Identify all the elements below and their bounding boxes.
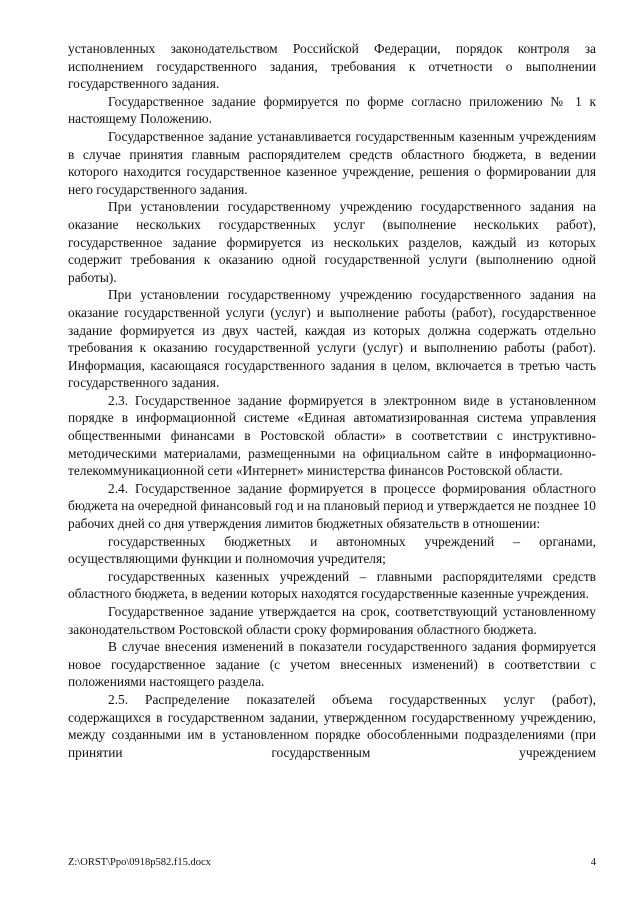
paragraph-term: Государственное задание утверждается на срок, соответствующий установленному законодательством Ростовской области сроку формирования областного бюджета. xyxy=(68,604,596,637)
paragraph-3: Государственное задание устанавливается государственным казенным учреждениям в случае принятия главным распорядителем средств областного бюджета, в ведении которого находится государственное казенное учреждение, решения о формировании для него государственного задания. xyxy=(68,128,596,197)
paragraph-2: Государственное задание формируется по форме согласно приложению № 1 к настоящему Положению. xyxy=(68,93,596,127)
paragraph-5: При установлении государственному учреждению государственного задания на оказание государственной услуги (услуг) и выполнение работы (работ), государственное задание формируется из двух частей, каждая из которых должна содержать отдельно требования к оказанию государственной услуги (услуг) и выполнению работы (работ). Информация, касающаяся государственного задания в целом, включается в третью часть государственного задания. xyxy=(68,287,596,391)
paragraph-list-item-2: государственных казенных учреждений – главными распорядителями средств областного бюджета, в ведении которых находятся государственные казенные учреждения. xyxy=(68,568,596,602)
paragraph-4: При установлении государственному учреждению государственного задания на оказание нескольких государственных услуг (выполнение нескольких работ), государственное задание формируется из нескольких разделов, каждый из которых содержит требования к оказанию одной государственной услуги (выполнению одной работы). xyxy=(68,199,596,285)
paragraph-section-2-4: 2.4. Государственное задание формируется в процессе формирования областного бюджета на очередной финансовый год и на плановый период и утверждается не позднее 10 рабочих дней со дня утверждения лимитов бюджетных обязательств в отношении: xyxy=(68,480,596,532)
footer-file-path: Z:\ORST\Ppo\0918p582.f15.docx xyxy=(68,857,211,868)
footer-page-number: 4 xyxy=(590,857,596,868)
paragraph-section-2-5: 2.5. Распределение показателей объема государственных услуг (работ), содержащихся в государственном задании, утвержденном государственному учреждению, между созданными им в установленном порядке обособленными подразделениями (при принятии государственным учреждением xyxy=(68,691,596,760)
paragraph-changes: В случае внесения изменений в показатели государственного задания формируется новое государственное задание (с учетом внесенных изменений) в соответствии с положениями настоящего раздела. xyxy=(68,639,596,690)
paragraph-1: установленных законодательством Российской Федерации, порядок контроля за исполнением государственного задания, требования к отчетности о выполнении государственного задания. xyxy=(68,41,596,92)
document-page xyxy=(68,40,596,761)
paragraph-list-item-1: государственных бюджетных и автономных учреждений – органами, осуществляющими функции и полномочия учредителя; xyxy=(68,533,596,567)
paragraph-section-2-3: 2.3. Государственное задание формируется в электронном виде в установленном порядке в информационной системе «Единая автоматизированная система управления общественными финансами в Ростовской области» в соответствии с инструктивно-методическими материалами, размещенными на официальном сайте в информационно-телекоммуникационной сети «Интернет» министерства финансов Ростовской области. xyxy=(68,392,596,479)
